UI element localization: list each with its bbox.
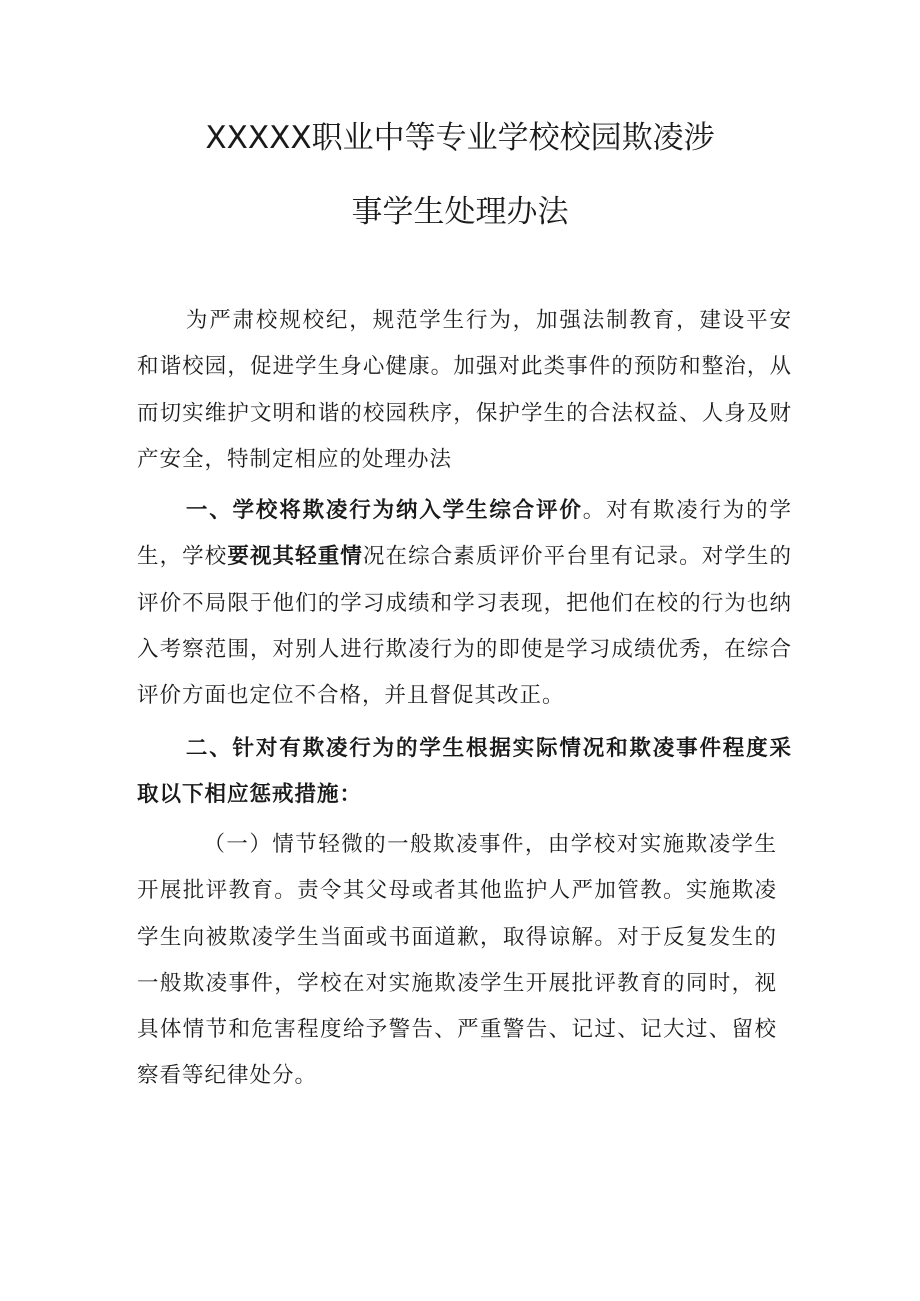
subsection-1-text: （一）情节轻微的一般欺凌事件，由学校对实施欺凌学生开展批评教育。责令其父母或者其他监护人严加管教。实施欺凌学生向被欺凌学生当面或书面道歉，取得谅解。对于反复发生的一般欺凌事件，学校在对实施欺凌学生开展批评教育的同时，视具体情节和危害程度给予警告、严重警告、记过、记大过、留校察看等纪律处分。	[137, 832, 777, 1089]
document-title-line-2: 事学生处理办法	[351, 194, 569, 230]
intro-paragraph-text: 为严肃校规校纪，规范学生行为，加强法制教育，建设平安和谐校园，促进学生身心健康。加强对此类事件的预防和整治，从而切实维护文明和谐的校园秩序，保护学生的合法权益、人身及财产安全，特制定相应的处理办法	[137, 308, 792, 472]
intro-paragraph	[137, 298, 792, 483]
section-1-paragraph	[137, 488, 792, 719]
section-2-paragraph	[137, 726, 792, 819]
document-title-line-1: XXXXX职业中等专业学校校园欺凌涉	[205, 120, 715, 156]
section-2-heading: 二、针对有欺凌行为的学生根据实际情况和欺凌事件程度采取以下相应惩戒措施：	[137, 736, 792, 808]
section-1-emphasis: 要视其轻重情	[227, 544, 363, 570]
section-1-text-b: 况在综合素质评价平台里有记录。对学生的评价不局限于他们的学习成绩和学习表现，把他们在校的行为也纳入考察范围，对别人进行欺凌行为的即使是学习成绩优秀，在综合评价方面也定位不合格，并且督促其改正。	[137, 544, 792, 709]
section-1-heading: 一、学校将欺凌行为纳入学生综合评价	[185, 498, 583, 523]
section-1-text-a: 。对有欺凌行为的学生，学校	[137, 498, 792, 570]
subsection-1-paragraph	[137, 822, 777, 1100]
